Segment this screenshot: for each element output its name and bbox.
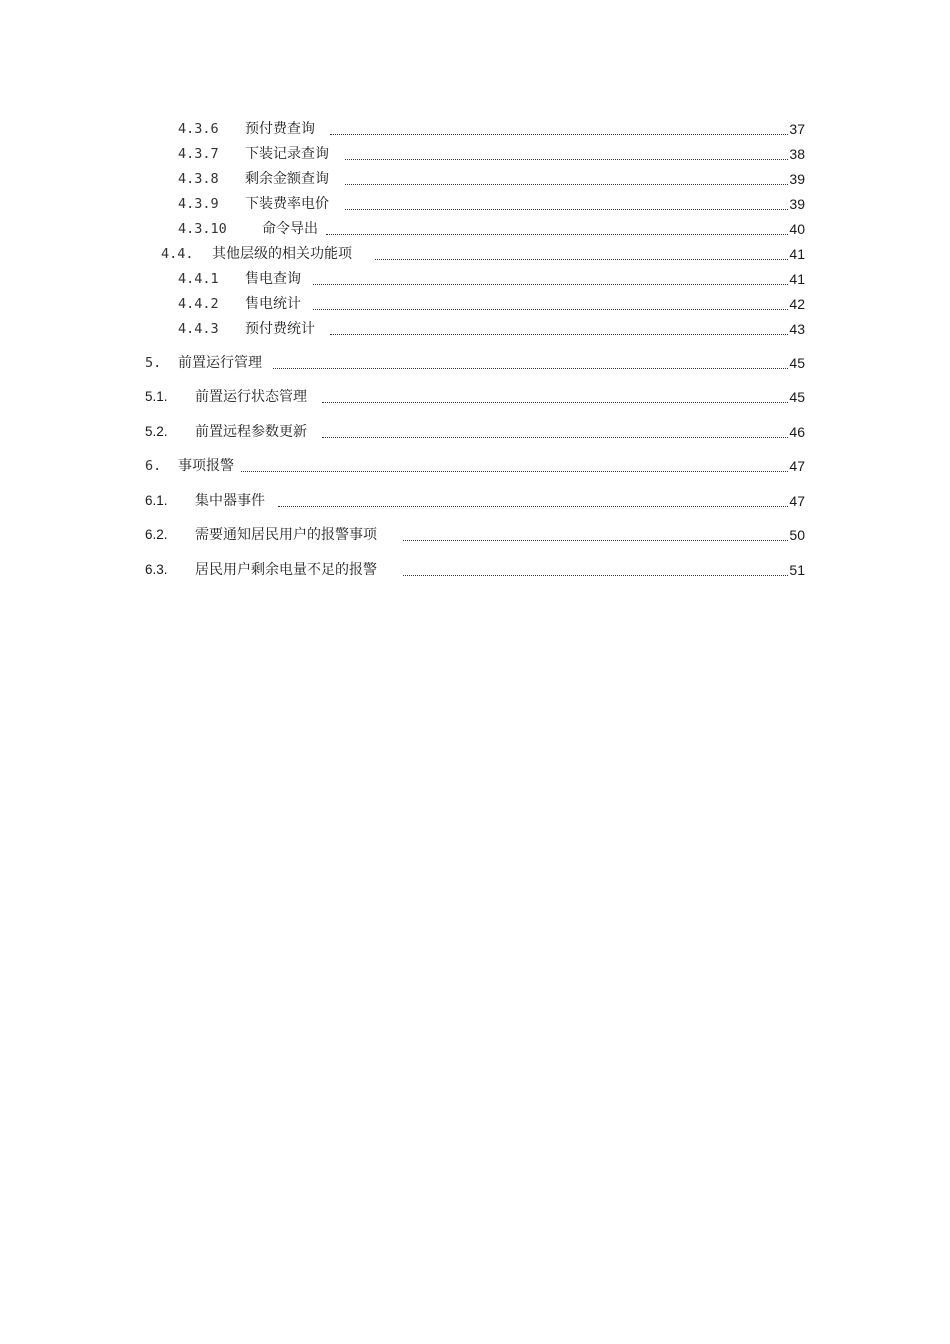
toc-page-number: 45	[789, 355, 805, 371]
toc-leader	[345, 145, 788, 160]
toc-title: 前置运行状态管理	[195, 389, 307, 405]
toc-number: 5.	[145, 355, 162, 371]
toc-leader	[278, 492, 788, 507]
toc-title: 需要通知居民用户的报警事项	[195, 527, 377, 543]
toc-page-number: 39	[789, 171, 805, 187]
toc-leader	[345, 170, 788, 185]
toc-entry-6-3[interactable]	[0, 559, 950, 581]
toc-number: 6.3.	[145, 562, 168, 577]
toc-leader	[403, 526, 788, 541]
toc-title: 下装记录查询	[245, 146, 329, 162]
toc-number: 6.2.	[145, 527, 168, 542]
toc-number: 4.4.2	[178, 296, 219, 312]
toc-leader	[330, 320, 788, 335]
toc-entry-4-3-6[interactable]	[0, 118, 950, 140]
toc-number: 5.1.	[145, 389, 168, 404]
toc-leader	[273, 354, 788, 369]
toc-entry-4-4-2[interactable]	[0, 293, 950, 315]
toc-title: 命令导出	[262, 221, 318, 237]
toc-title: 预付费查询	[245, 121, 315, 137]
toc-title: 售电统计	[245, 296, 301, 312]
toc-page-number: 46	[789, 424, 805, 440]
toc-number: 4.3.10	[178, 221, 227, 237]
toc-entry-5-2[interactable]	[0, 421, 950, 443]
toc-title: 预付费统计	[245, 321, 315, 337]
toc-title: 集中器事件	[195, 493, 265, 509]
toc-number: 4.4.	[161, 246, 194, 262]
toc-leader	[322, 423, 788, 438]
toc-title: 事项报警	[178, 458, 234, 474]
toc-entry-4-3-9[interactable]	[0, 193, 950, 215]
toc-title: 售电查询	[245, 271, 301, 287]
toc-entry-4-4-3[interactable]	[0, 318, 950, 340]
toc-page-number: 41	[789, 246, 805, 262]
toc-page-number: 43	[789, 321, 805, 337]
toc-entry-5[interactable]	[0, 352, 950, 374]
toc-entry-5-1[interactable]	[0, 386, 950, 408]
toc-title: 居民用户剩余电量不足的报警	[195, 562, 377, 578]
toc-number: 5.2.	[145, 424, 168, 439]
toc-page-number: 45	[789, 389, 805, 405]
toc-leader	[403, 561, 788, 576]
toc-leader	[330, 120, 788, 135]
toc-page-number: 40	[789, 221, 805, 237]
toc-entry-4-3-10[interactable]	[0, 218, 950, 240]
toc-leader	[375, 245, 788, 260]
toc-leader	[345, 195, 788, 210]
toc-entry-6[interactable]	[0, 455, 950, 477]
toc-entry-4-3-7[interactable]	[0, 143, 950, 165]
toc-number: 4.4.1	[178, 271, 219, 287]
toc-page-number: 37	[789, 121, 805, 137]
toc-title: 其他层级的相关功能项	[212, 246, 352, 262]
toc-page-number: 47	[789, 458, 805, 474]
toc-page-number: 47	[789, 493, 805, 509]
toc-entry-4-4-1[interactable]	[0, 268, 950, 290]
toc-page-number: 50	[789, 527, 805, 543]
toc-page-number: 39	[789, 196, 805, 212]
toc-leader	[313, 295, 788, 310]
toc-page-number: 42	[789, 296, 805, 312]
toc-leader	[326, 220, 788, 235]
toc-number: 6.1.	[145, 493, 168, 508]
toc-number: 4.3.8	[178, 171, 219, 187]
toc-number: 4.3.7	[178, 146, 219, 162]
toc-number: 4.4.3	[178, 321, 219, 337]
toc-entry-4-4[interactable]	[0, 243, 950, 265]
toc-title: 剩余金额查询	[245, 171, 329, 187]
toc-page-number: 38	[789, 146, 805, 162]
toc-title: 前置运行管理	[178, 355, 262, 371]
toc-leader	[241, 457, 788, 472]
toc-page-number: 51	[789, 562, 805, 578]
toc-page-number: 41	[789, 271, 805, 287]
toc-title: 下装费率电价	[245, 196, 329, 212]
toc-title: 前置远程参数更新	[195, 424, 307, 440]
toc-number: 6.	[145, 458, 162, 474]
toc-number: 4.3.6	[178, 121, 219, 137]
toc-entry-4-3-8[interactable]	[0, 168, 950, 190]
toc-leader	[322, 388, 788, 403]
toc-leader	[313, 270, 788, 285]
toc-entry-6-2[interactable]	[0, 524, 950, 546]
toc-entry-6-1[interactable]	[0, 490, 950, 512]
toc-number: 4.3.9	[178, 196, 219, 212]
